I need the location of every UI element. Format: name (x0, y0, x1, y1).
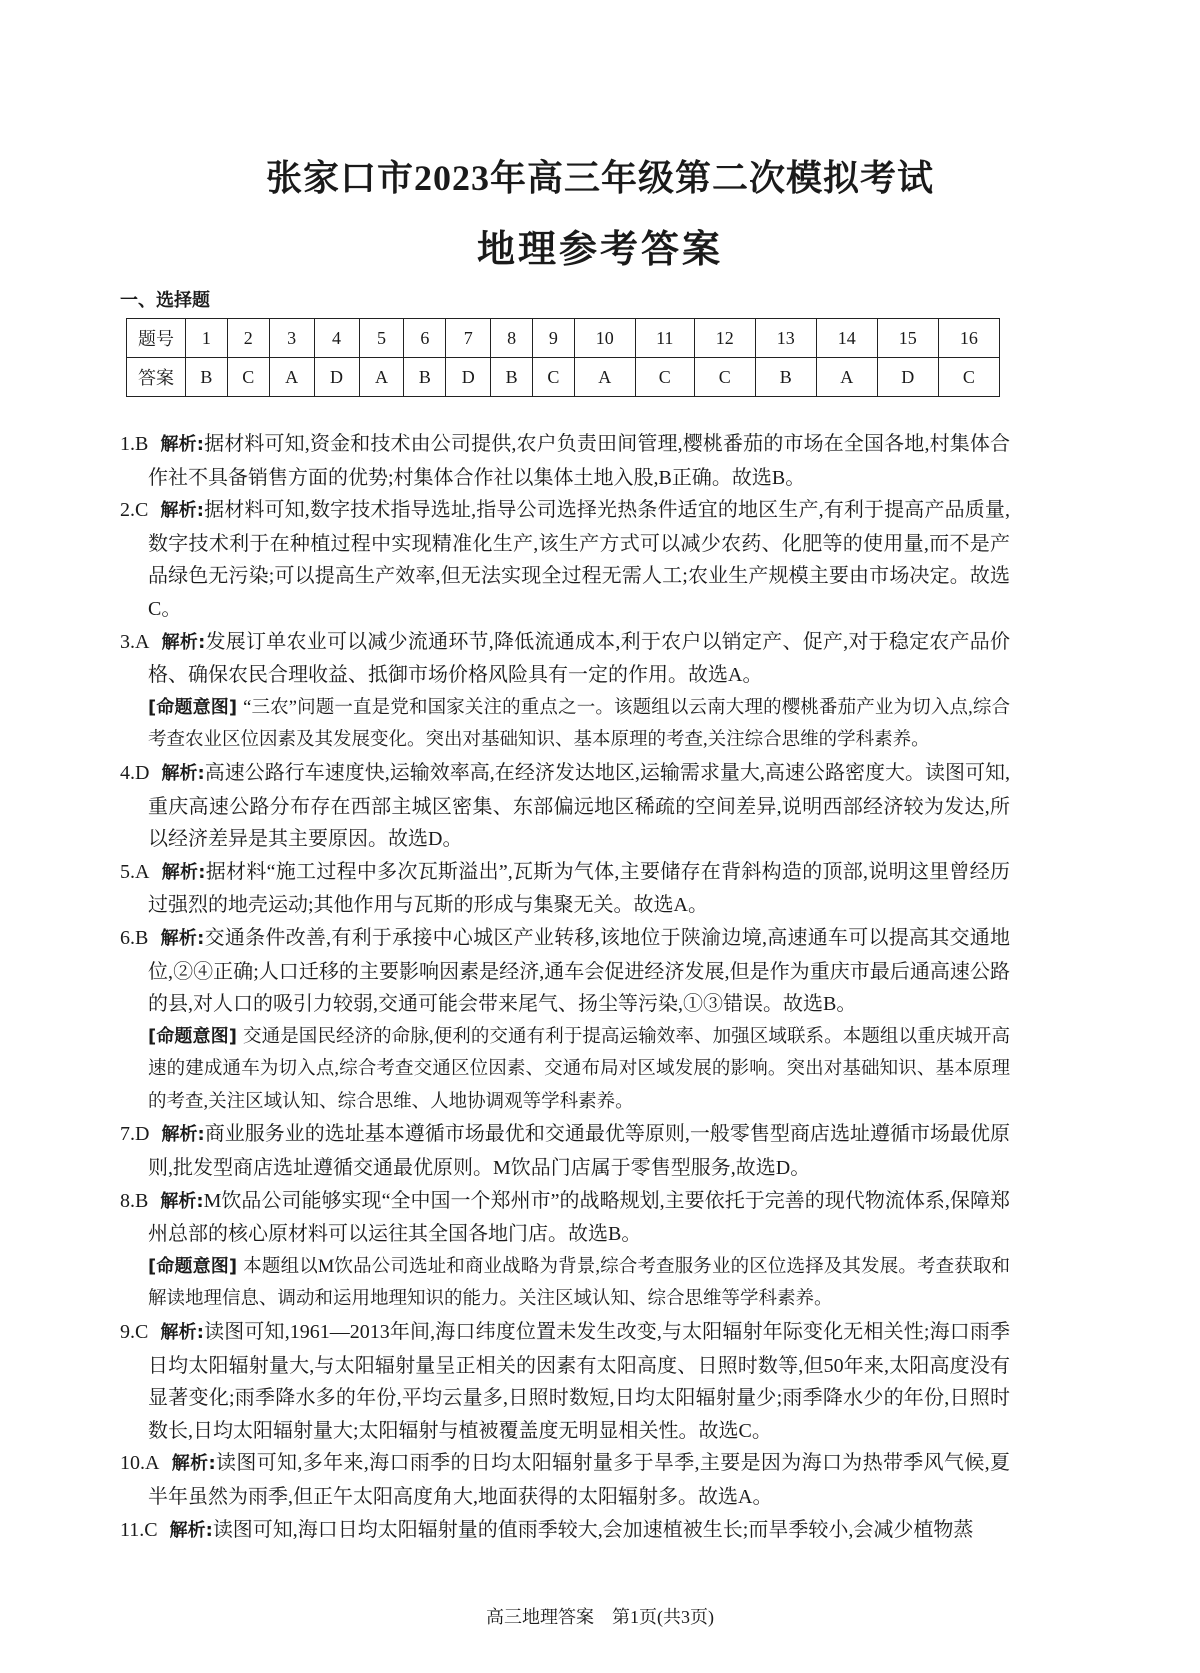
analysis-label: 解析: (160, 1190, 204, 1212)
analysis-label: 解析: (160, 500, 204, 522)
analysis-item (120, 1118, 1010, 1184)
question-number: 7 (446, 319, 491, 358)
analysis-text: 发展订单农业可以减少流通环节,降低流通成本,利于农户以销定产、促产,对于稳定农产品价格、确保农民合理收益、抵御市场价格风险具有一定的作用。故选A。 (148, 630, 1010, 687)
intent-text: “三农”问题一直是党和国家关注的重点之一。该题组以云南大理的樱桃番茄产业为切入点,综合考查农业区位因素及其发展变化。突出对基础知识、基本原理的考查,关注综合思维的学科素养。 (148, 697, 1011, 751)
answer-cell: D (877, 358, 938, 397)
answer-cell: C (227, 358, 269, 397)
analysis-item (120, 856, 1010, 922)
analysis-item (120, 626, 1010, 692)
question-number: 2 (227, 319, 269, 358)
analysis-text: 据材料“施工过程中多次瓦斯溢出”,瓦斯为气体,主要储存在背斜构造的顶部,说明这里曾经历过强烈的地壳运动;其他作用与瓦斯的形成与集聚无关。故选A。 (148, 860, 1010, 917)
question-number: 4 (314, 319, 359, 358)
intent-label: [命题意图] (148, 1255, 238, 1277)
analysis-label: 解析: (169, 1519, 213, 1541)
item-number: 6.B (120, 926, 149, 949)
answer-cell: B (491, 358, 533, 397)
analysis-label: 解析: (160, 434, 204, 455)
item-number: 4.D (120, 761, 150, 784)
analysis-text: M饮品公司能够实现“全中国一个郑州市”的战略规划,主要依托于完善的现代物流体系,保障郑州总部的核心原材料可以运往其全国各地门店。故选B。 (148, 1189, 1010, 1246)
analysis-label: 解析: (161, 1124, 205, 1146)
analysis-label: 解析: (171, 1453, 216, 1475)
answer-cell: A (574, 358, 635, 397)
document-title: 张家口市2023年高三年级第二次模拟考试 (265, 158, 934, 198)
answer-cell: C (938, 358, 999, 397)
question-number: 16 (938, 319, 999, 358)
answer-cell: B (404, 358, 446, 397)
question-number: 13 (755, 319, 816, 358)
question-number: 9 (533, 319, 575, 358)
question-number: 6 (404, 319, 446, 358)
intent-text: 本题组以M饮品公司选址和商业战略为背景,综合考查服务业的区位选择及其发展。考查获取和解读地理信息、调动和运用地理知识的能力。关注区域认知、综合思维等学科素养。 (148, 1256, 1011, 1310)
section-heading: 一、选择题 (120, 290, 210, 311)
answer-row (127, 358, 1000, 397)
analysis-label: 解析: (161, 762, 205, 784)
item-number: 7.D (120, 1123, 150, 1146)
item-number: 11.C (120, 1518, 158, 1541)
intent-note (120, 692, 1010, 757)
question-number: 12 (694, 319, 755, 358)
intent-text: 交通是国民经济的命脉,便利的交通有利于提高运输效率、加强区域联系。本题组以重庆城开高速的建成通车为切入点,综合考查交通区位因素、交通布局对区域发展的影响。突出对基础知识、基本原理的考查,关注区域认知、综合思维、人地协调观等学科素养。 (148, 1026, 1010, 1112)
answer-cell: B (186, 358, 228, 397)
answer-cell: D (314, 358, 359, 397)
analysis-label: 解析: (160, 927, 205, 949)
question-number-row (127, 319, 1000, 358)
analysis-item (120, 1447, 1010, 1513)
answer-cell: B (755, 358, 816, 397)
answer-table (126, 318, 1000, 397)
analysis-item (120, 494, 1010, 625)
answer-cell: C (694, 358, 755, 397)
row-label: 答案 (127, 358, 186, 397)
analysis-label: 解析: (161, 861, 206, 883)
analysis-text: 读图可知,1961—2013年间,海口纬度位置未发生改变,与太阳辐射年际变化无相关性;海口雨季日均太阳辐射量大,与太阳辐射量呈正相关的因素有太阳高度、日照时数等,但50年来,太阳高度没有显著变化;雨季降水多的年份,平均云量多,日照时数短,日均太阳辐射量少;雨季降水少的年份,日照时数长,日均太阳辐射量大;太阳辐射与植被覆盖度无明显相关性。故选C。 (148, 1321, 1011, 1442)
question-number: 10 (574, 319, 635, 358)
item-number: 10.A (120, 1452, 160, 1475)
answer-cell: D (446, 358, 491, 397)
answer-cell: A (359, 358, 404, 397)
item-number: 1.B (120, 433, 149, 455)
item-number: 3.A (120, 630, 150, 653)
analysis-label: 解析: (160, 1322, 204, 1344)
analysis-text: 商业服务业的选址基本遵循市场最优和交通最优等原则,一般零售型商店选址遵循市场最优原则,批发型商店选址遵循交通最优原则。M饮品门店属于零售型服务,故选D。 (148, 1123, 1011, 1180)
analysis-text: 据材料可知,资金和技术由公司提供,农户负责田间管理,樱桃番茄的市场在全国各地,村集体合作社不具备销售方面的优势;村集体合作社以集体土地入股,B正确。故选B。 (148, 433, 1011, 489)
document-subtitle: 地理参考答案 (476, 229, 723, 271)
answer-cell: A (269, 358, 314, 397)
analysis-item (120, 922, 1010, 1021)
intent-note (120, 1251, 1010, 1316)
item-number: 5.A (120, 860, 150, 883)
analysis-item (120, 1316, 1010, 1447)
row-label: 题号 (127, 319, 186, 358)
question-number: 8 (491, 319, 533, 358)
question-number: 11 (635, 319, 694, 358)
intent-label: [命题意图] (148, 696, 238, 718)
intent-note (120, 1021, 1010, 1119)
question-number: 1 (186, 319, 228, 358)
question-number: 3 (269, 319, 314, 358)
question-number: 14 (816, 319, 877, 358)
analysis-item (120, 428, 1010, 494)
item-number: 2.C (120, 499, 149, 522)
intent-label: [命题意图] (148, 1025, 237, 1047)
analysis-text: 据材料可知,数字技术指导选址,指导公司选择光热条件适宜的地区生产,有利于提高产品质量,数字技术利于在种植过程中实现精准化生产,该生产方式可以减少农药、化肥等的使用量,而不是产品绿色无污染;可以提高生产效率,但无法实现全过程无需人工;农业生产规模主要由市场决定。故选C。 (148, 499, 1011, 620)
analysis-text: 读图可知,多年来,海口雨季的日均太阳辐射量多于旱季,主要是因为海口为热带季风气候,夏半年虽然为雨季,但正午太阳高度角大,地面获得的太阳辐射多。故选A。 (148, 1452, 1011, 1508)
analysis-item (120, 1185, 1010, 1251)
question-number: 5 (359, 319, 404, 358)
answer-cell: C (533, 358, 575, 397)
item-number: 9.C (120, 1321, 149, 1344)
page-footer: 高三地理答案 第1页(共3页) (486, 1607, 714, 1627)
item-number: 8.B (120, 1189, 149, 1212)
question-number: 15 (877, 319, 938, 358)
analysis-text: 交通条件改善,有利于承接中心城区产业转移,该地位于陕渝边境,高速通车可以提高其交通地位,②④正确;人口迁移的主要影响因素是经济,通车会促进经济发展,但是作为重庆市最后通高速公路的县,对人口的吸引力较弱,交通可能会带来尾气、扬尘等污染,①③错误。故选B。 (148, 926, 1011, 1016)
answer-cell: C (635, 358, 694, 397)
analysis-text: 读图可知,海口日均太阳辐射量的值雨季较大,会加速植被生长;而旱季较小,会减少植物蒸 (212, 1518, 974, 1541)
analysis-item (120, 1514, 1010, 1548)
analysis-list (120, 428, 1010, 1547)
answer-cell: A (816, 358, 877, 397)
analysis-item (120, 757, 1010, 856)
analysis-text: 高速公路行车速度快,运输效率高,在经济发达地区,运输需求量大,高速公路密度大。读图可知,重庆高速公路分布存在西部主城区密集、东部偏远地区稀疏的空间差异,说明西部经济较为发达,所以经济差异是其主要原因。故选D。 (148, 761, 1011, 851)
analysis-label: 解析: (161, 631, 206, 653)
